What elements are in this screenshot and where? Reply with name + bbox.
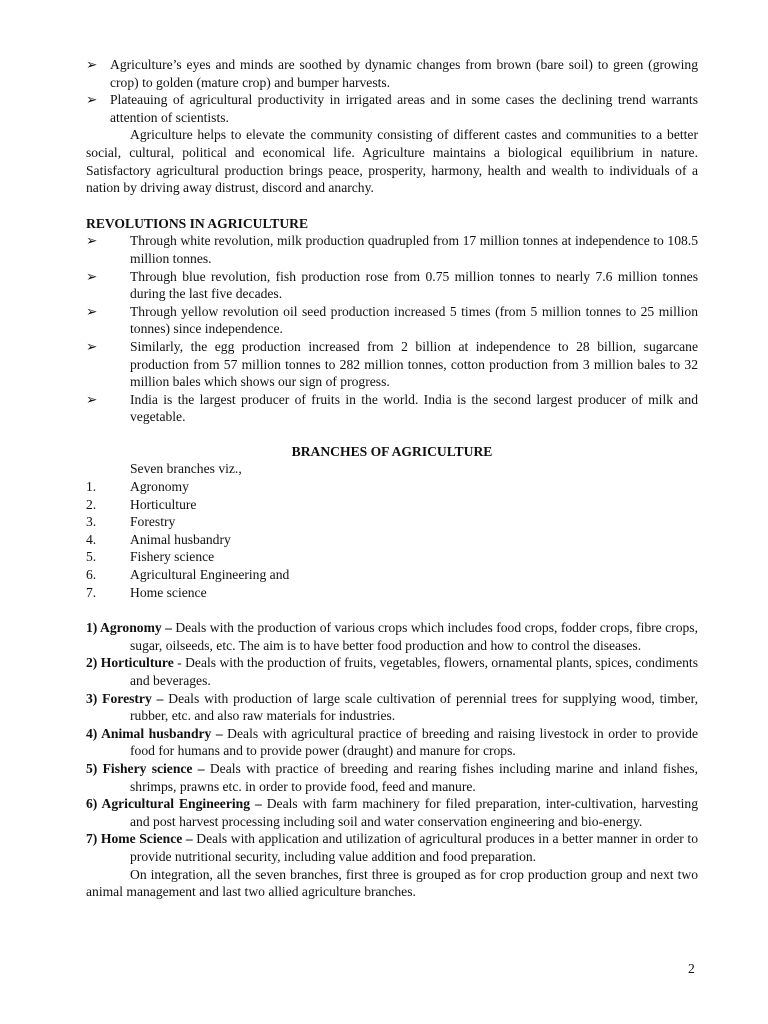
definition-item xyxy=(86,619,698,654)
arrow-bullet-icon: ➢ xyxy=(86,268,98,284)
revolution-item xyxy=(86,391,698,426)
arrow-bullet-icon: ➢ xyxy=(86,338,98,354)
list-label: Forestry xyxy=(130,514,176,530)
definition-text: Deals with production of large scale cultivation of perennial trees for supplying wood, timber, rubber, etc. and also raw materials for industries. xyxy=(130,690,698,724)
branch-definitions xyxy=(86,619,698,865)
definition-text: Deals with farm machinery for filed preparation, inter-cultivation, harvesting and post harvest processing including soil and water conservation engineering and bio-energy. xyxy=(130,796,698,829)
definition-item xyxy=(86,795,698,830)
list-number: 3. xyxy=(86,514,97,530)
definition-item xyxy=(86,830,698,865)
definition-item xyxy=(86,760,698,795)
definition-term: 4) Animal husbandry – xyxy=(86,725,223,741)
definition-term: 7) Home Science – xyxy=(86,831,193,847)
definition-term: 5) Fishery science – xyxy=(86,760,205,776)
revolutions-list xyxy=(86,232,698,426)
closing-paragraph: On integration, all the seven branches, first three is grouped as for crop production group and next two animal management and last two allied agriculture branches. xyxy=(86,866,698,900)
arrow-bullet-icon: ➢ xyxy=(86,92,98,108)
revolutions-heading: REVOLUTIONS IN AGRICULTURE xyxy=(86,215,309,231)
revolution-item xyxy=(86,232,698,267)
revolution-item xyxy=(86,338,698,391)
revolution-text: Through yellow revolution oil seed production increased 5 times (from 5 million tonnes to 25 million tonnes) since independence. xyxy=(130,303,698,337)
list-label: Agricultural Engineering and xyxy=(130,567,290,583)
list-label: Agronomy xyxy=(130,479,189,495)
list-item xyxy=(86,584,698,602)
branches-intro: Seven branches viz., xyxy=(130,461,242,477)
arrow-bullet-icon: ➢ xyxy=(86,303,98,319)
definition-text: Deals with application and utilization of agricultural produces in a better manner in order to provide nutritional security, including value addition and food preparation. xyxy=(130,831,698,864)
list-number: 5. xyxy=(86,549,97,565)
definition-text: Deals with agricultural practice of breeding and raising livestock in order to provide food for humans and to provide power (draught) and manure for crops. xyxy=(130,725,698,759)
list-label: Home science xyxy=(130,584,207,600)
definition-text: - Deals with the production of fruits, vegetables, flowers, ornamental plants, spices, condiments and beverages. xyxy=(130,655,698,688)
bullet-item xyxy=(86,91,698,126)
list-item xyxy=(86,548,698,566)
definition-item xyxy=(86,725,698,760)
list-label: Horticulture xyxy=(130,496,197,512)
revolution-text: India is the largest producer of fruits in the world. India is the second largest producer of milk and vegetable. xyxy=(130,391,698,425)
definition-text: Deals with the production of various crops which includes food crops, fodder crops, fibre crops, sugar, oilseeds, etc. The aim is to have better food production and how to control the diseases. xyxy=(130,620,698,653)
definition-item xyxy=(86,654,698,689)
definition-item xyxy=(86,690,698,725)
list-item xyxy=(86,566,698,584)
branches-list xyxy=(86,478,698,601)
definition-term: 3) Forestry – xyxy=(86,690,164,706)
arrow-bullet-icon: ➢ xyxy=(86,57,98,72)
list-label: Animal husbandry xyxy=(130,531,231,547)
spacer xyxy=(86,601,698,619)
definition-text: Deals with practice of breeding and rearing fishes including marine and inland fishes, shrimps, prawns etc. in order to provide food, feed and manure. xyxy=(130,760,698,794)
list-item xyxy=(86,513,698,531)
list-number: 7. xyxy=(86,584,97,600)
list-item xyxy=(86,531,698,549)
list-number: 1. xyxy=(86,479,97,495)
revolution-item xyxy=(86,303,698,338)
list-number: 4. xyxy=(86,531,97,547)
definition-term: 2) Horticulture xyxy=(86,655,174,671)
revolution-item xyxy=(86,268,698,303)
list-item xyxy=(86,478,698,496)
list-number: 2. xyxy=(86,496,97,512)
list-number: 6. xyxy=(86,567,97,583)
list-item xyxy=(86,496,698,514)
definition-term: 1) Agronomy – xyxy=(86,620,172,636)
revolution-text: Similarly, the egg production increased from 2 billion at independence to 28 billion, sugarcane production from 57 million tonnes to 282 million tonnes, cotton production from 3 million bales to 32 million bales which shows our sign of progress. xyxy=(130,338,698,390)
bullet-text: Agriculture’s eyes and minds are soothed by dynamic changes from brown (bare soil) to green (growing crop) to golden (mature crop) and bumper harvests. xyxy=(110,57,698,90)
list-label: Fishery science xyxy=(130,549,215,565)
intro-paragraph: Agriculture helps to elevate the community consisting of different castes and communities to a better social, cultural, political and economical life. Agriculture maintains a biological equilibrium in nature. Satisfactory agricultural production brings peace, prosperity, harmony, health and wealth to individuals of a nation by driving away distrust, discord and anarchy. xyxy=(86,127,698,196)
arrow-bullet-icon: ➢ xyxy=(86,233,98,249)
document-page xyxy=(86,56,698,901)
bullet-item xyxy=(86,56,698,91)
revolution-text: Through white revolution, milk production quadrupled from 17 million tonnes at independence to 108.5 million tonnes. xyxy=(130,233,698,266)
arrow-bullet-icon: ➢ xyxy=(86,391,98,407)
page-number: 2 xyxy=(688,961,695,976)
definition-term: 6) Agricultural Engineering – xyxy=(86,796,262,812)
top-bullets xyxy=(86,56,698,126)
revolution-text: Through blue revolution, fish production rose from 0.75 million tonnes to nearly 7.6 million tonnes during the last five decades. xyxy=(130,268,698,302)
branches-heading: BRANCHES OF AGRICULTURE xyxy=(291,443,493,459)
bullet-text: Plateauing of agricultural productivity in irrigated areas and in some cases the declining trend warrants attention of scientists. xyxy=(110,92,698,125)
